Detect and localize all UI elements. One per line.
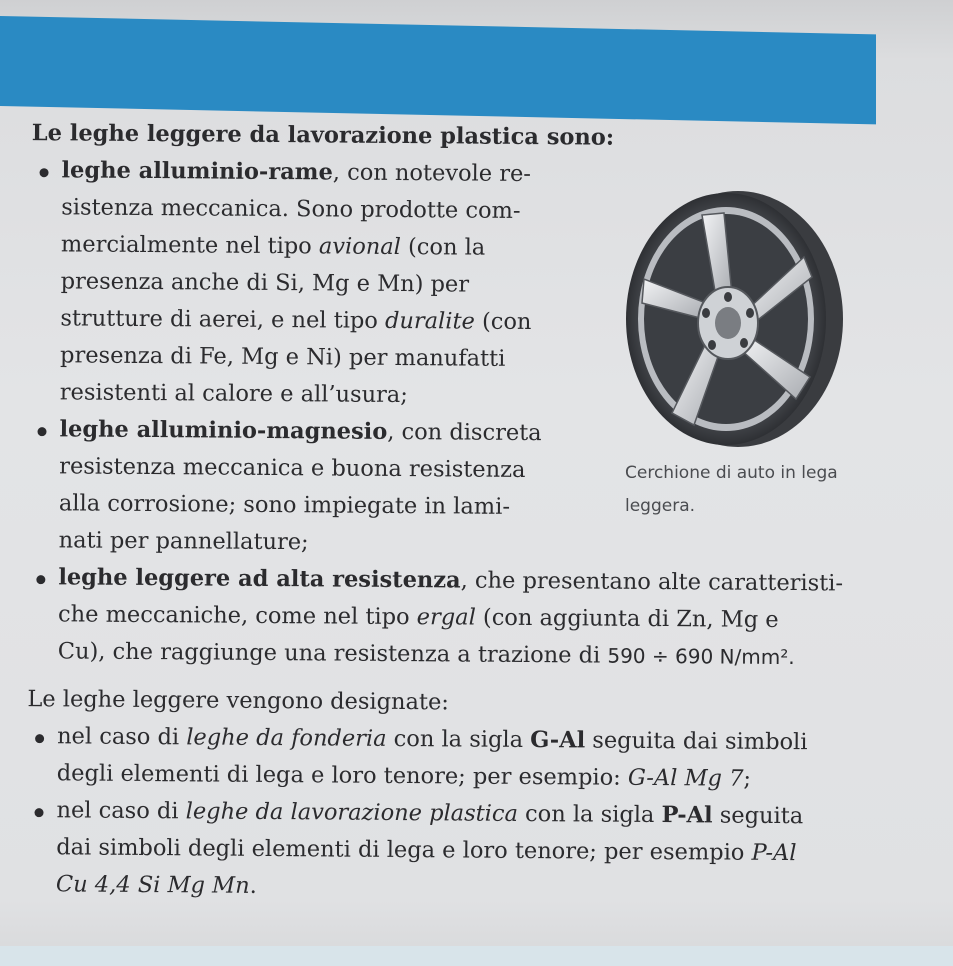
text-line: nati per pannellature;: [58, 527, 309, 556]
list-item: nel caso di leghe da lavorazione plastica con la sigla P-Al seguita: [56, 797, 804, 830]
footer-color-band: [0, 946, 953, 966]
list-item: leghe alluminio-rame, con notevole re-: [61, 157, 532, 188]
list-item: leghe alluminio-magnesio, con discreta: [59, 416, 542, 447]
bullet-dot: [36, 575, 45, 584]
tensile-strength-value: 590 ÷ 690 N/mm².: [607, 643, 795, 670]
text-line: strutture di aerei, e nel tipo duralite (con: [60, 305, 532, 336]
text-line: sistenza meccanica. Sono prodotte com-: [61, 194, 521, 224]
bullet-dot: [34, 808, 43, 817]
text-line: resistenza meccanica e buona resistenza: [59, 453, 526, 483]
bullet-dot: [37, 427, 46, 436]
bullet-dot: [35, 734, 44, 743]
text-line: Cu), che raggiunge una resistenza a trazione di 590 ÷ 690 N/mm².: [57, 638, 795, 670]
header-color-band: [0, 16, 876, 124]
text-line: mercialmente nel tipo avional (con la: [60, 231, 486, 261]
text-line: presenza di Fe, Mg e Ni) per manufatti: [60, 342, 506, 372]
list-item: nel caso di leghe da fonderia con la sigla G-Al seguita dai simboli: [57, 723, 808, 756]
text-line: dai simboli degli elementi di lega e loro tenore; per esempio P-Al: [56, 834, 797, 867]
text-line: presenza anche di Si, Mg e Mn) per: [60, 268, 470, 298]
center-cap: [715, 307, 741, 339]
alloy-wheel-image: [598, 187, 848, 452]
text-line: Cu 4,4 Si Mg Mn.: [55, 871, 257, 899]
text-line: degli elementi di lega e loro tenore; per esempio: G-Al Mg 7;: [56, 760, 752, 792]
figure-caption: Cerchione di auto in lega leggera.: [625, 463, 838, 516]
text-line: resistenti al calore e all’usura;: [59, 379, 408, 409]
bullet-dot: [40, 168, 49, 177]
text-line: alla corrosione; sono impiegate in lami-: [58, 490, 511, 520]
text-line: che meccaniche, come nel tipo ergal (con aggiunta di Zn, Mg e: [57, 601, 779, 633]
designation-intro: Le leghe leggere vengono designate:: [27, 686, 450, 716]
intro-paragraph: Le leghe leggere da lavorazione plastica sono:: [31, 120, 615, 151]
list-item: leghe leggere ad alta resistenza, che presentano alte caratteristi-: [58, 564, 844, 597]
